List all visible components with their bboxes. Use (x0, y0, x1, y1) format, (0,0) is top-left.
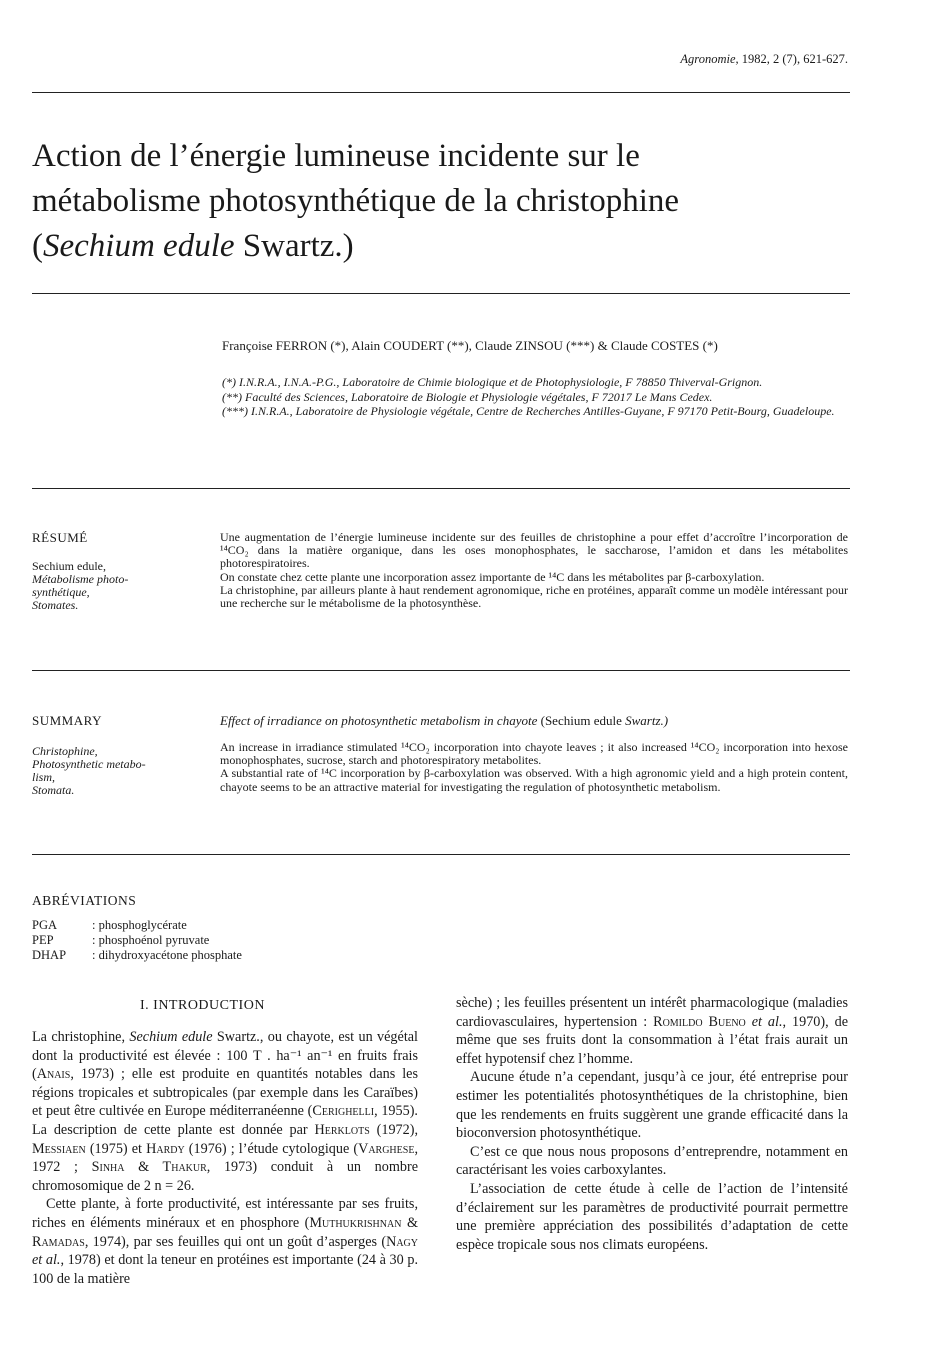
resume-paragraph: Une augmentation de l’énergie lumineuse incidente sur des feuilles de christophine a pour effet d’accroître l’incorporation de ¹⁴CO₂ dans la matière organique, dans les oses monophosphates, le saccharose, l’amidon et dans les métabolites photorespiratoires. (220, 530, 848, 571)
resume-keywords (32, 560, 182, 612)
resume-rule (32, 670, 850, 671)
summary-species: Sechium edule (544, 713, 622, 728)
affiliation-1: (*) I.N.R.A., I.N.A.-P.G., Laboratoire de Chimie biologique et de Photophysiologie, F 78850 Thiverval-Grignon. (222, 375, 763, 389)
title-rule (32, 293, 850, 294)
abbreviations-list (32, 918, 242, 963)
intro-paragraph-2: Cette plante, à forte productivité, est intéressante par ses fruits, riches en éléments minéraux et en phosphore (Muthukrishnan & Ramadas, 1974), par ses feuilles qui ont un goût d’asperges (Nagy et al., 1978) et dont la teneur en protéines est importante (24 à 30 p. 100 de la matière (32, 1196, 418, 1287)
abbreviation-row: DHAP : dihydroxyacétone phosphate (32, 948, 242, 962)
affiliation-2: (**) Faculté des Sciences, Laboratoire de Biologie et Physiologie végétales, F 72017 Le Mans Cedex. (222, 389, 713, 404)
resume-keyword: Sechium edule, (32, 559, 106, 573)
intro-paragraph-6: L’association de cette étude à celle de l’action de l’intensité d’éclairement sur les paramètres de productivité pourrait permettre une première appréciation des possibilités d’adaptation de cette espèce tropicale sous nos climats européens. (456, 1180, 848, 1253)
summary-keyword: Stomata. (32, 783, 75, 797)
summary-keyword: lism, (32, 770, 56, 784)
abbreviation-row: PGA : phosphoglycérate (32, 918, 187, 932)
journal-volume: 1982, 2 (7), 621-627. (741, 52, 848, 66)
resume-keyword: synthétique, (32, 585, 90, 599)
resume-keyword: Stomates. (32, 598, 79, 612)
resume-heading: RÉSUMÉ (32, 530, 88, 545)
title-species: Sechium edule (43, 228, 235, 264)
header-rule (32, 92, 850, 93)
title-line-1: Action de l’énergie lumineuse incidente sur le (32, 138, 640, 174)
intro-paragraph-3: sèche) ; les feuilles présentent un intérêt pharmacologique (maladies cardiovasculaires, hypertension : Romildo Bueno et al., 1970), de même que ses fruits dont la consommation à l’état frais aurait un effet hypotensif chez l’homme. (456, 995, 848, 1067)
resume-paragraph: La christophine, par ailleurs plante à haut rendement agronomique, riche en protéines, apparaît comme un modèle intéressant pour une recherche sur le métabolisme de la photosynthèse. (220, 582, 848, 611)
resume-paragraph: On constate chez cette plante une incorporation assez importante de ¹⁴C dans les métabolites par β-carboxylation. (220, 569, 765, 584)
summary-heading: SUMMARY (32, 713, 102, 728)
title-line-2: métabolisme photosynthétique de la christophine (32, 183, 680, 219)
intro-paragraph-5: C’est ce que nous nous proposons d’entreprendre, notamment en caractérisant les voies carboxylantes. (456, 1143, 848, 1179)
summary-paragraph: A substantial rate of ¹⁴C incorporation by β-carboxylation was observed. With a high agronomic yield and a high protein content, chayote seems to be an attractive material for investigating the regulation of photosynthetic metabolism. (220, 766, 848, 794)
affiliation-rule (32, 488, 850, 489)
paper-title (32, 134, 862, 269)
abbreviation-row: PEP : phosphoénol pyruvate (32, 933, 210, 947)
summary-paragraph: An increase in irradiance stimulated ¹⁴CO₂ incorporation into chayote leaves ; it also increased ¹⁴CO₂ incorporation into hexose monophosphates, sucrose, starch and photorespiratory metabolites. (220, 740, 848, 768)
intro-paragraph-1: La christophine, Sechium edule Swartz., ou chayote, est un végétal dont la productivité est élevée : 100 T . ha⁻¹ an⁻¹ en fruits frais (Anais, 1973) ; elle est produite en quantités notables dans les régions tropicales et subtropicales (par exemple dans les Caraïbes) et peut être cultivée en Europe méditerranéenne (Cerighelli, 1955). La description de cette plante est donnée par Herklots (1972), Messiaen (1975) et Hardy (1976) ; l’étude cytologique (Varghese, 1972 ; Sinha & Thakur, 1973) conduit à un nombre chromosomique de 2 n = 26. (32, 1029, 419, 1194)
journal-citation (680, 52, 848, 67)
author-list: Françoise FERRON (*), Alain COUDERT (**), Claude ZINSOU (***) & Claude COSTES (*) (222, 338, 718, 353)
intro-paragraph-4: Aucune étude n’a cependant, jusqu’à ce jour, été entreprise pour estimer les potentialités photosynthétiques de la christophine, bien que les rendements en fruits suggèrent une grande efficacité dans la bioconversion photosynthétique. (456, 1069, 848, 1142)
left-column (32, 1028, 418, 1288)
introduction-heading: I. INTRODUCTION (140, 998, 265, 1013)
affiliations (222, 375, 850, 419)
summary-rule (32, 854, 850, 855)
summary-keywords (32, 745, 182, 797)
right-column (456, 994, 848, 1254)
summary-title: Effect of irradiance on photosynthetic metabolism in chayote (Sechium edule Swartz.) (220, 713, 669, 728)
abbreviations-heading: ABRÉVIATIONS (32, 893, 137, 908)
resume-abstract (220, 531, 848, 610)
summary-keyword: Christophine, (32, 744, 98, 758)
resume-keyword: Métabolisme photo- (32, 572, 129, 586)
journal-name: Agronomie, (680, 52, 739, 66)
summary-abstract (220, 741, 848, 794)
affiliation-3: (***) I.N.R.A., Laboratoire de Physiologie végétale, Centre de Recherches Antilles-Guyane, F 97170 Petit-Bourg, Guadeloupe. (222, 404, 835, 418)
summary-keyword: Photosynthetic metabo- (32, 757, 146, 771)
title-line-3: (Sechium edule Swartz.) (32, 228, 354, 264)
